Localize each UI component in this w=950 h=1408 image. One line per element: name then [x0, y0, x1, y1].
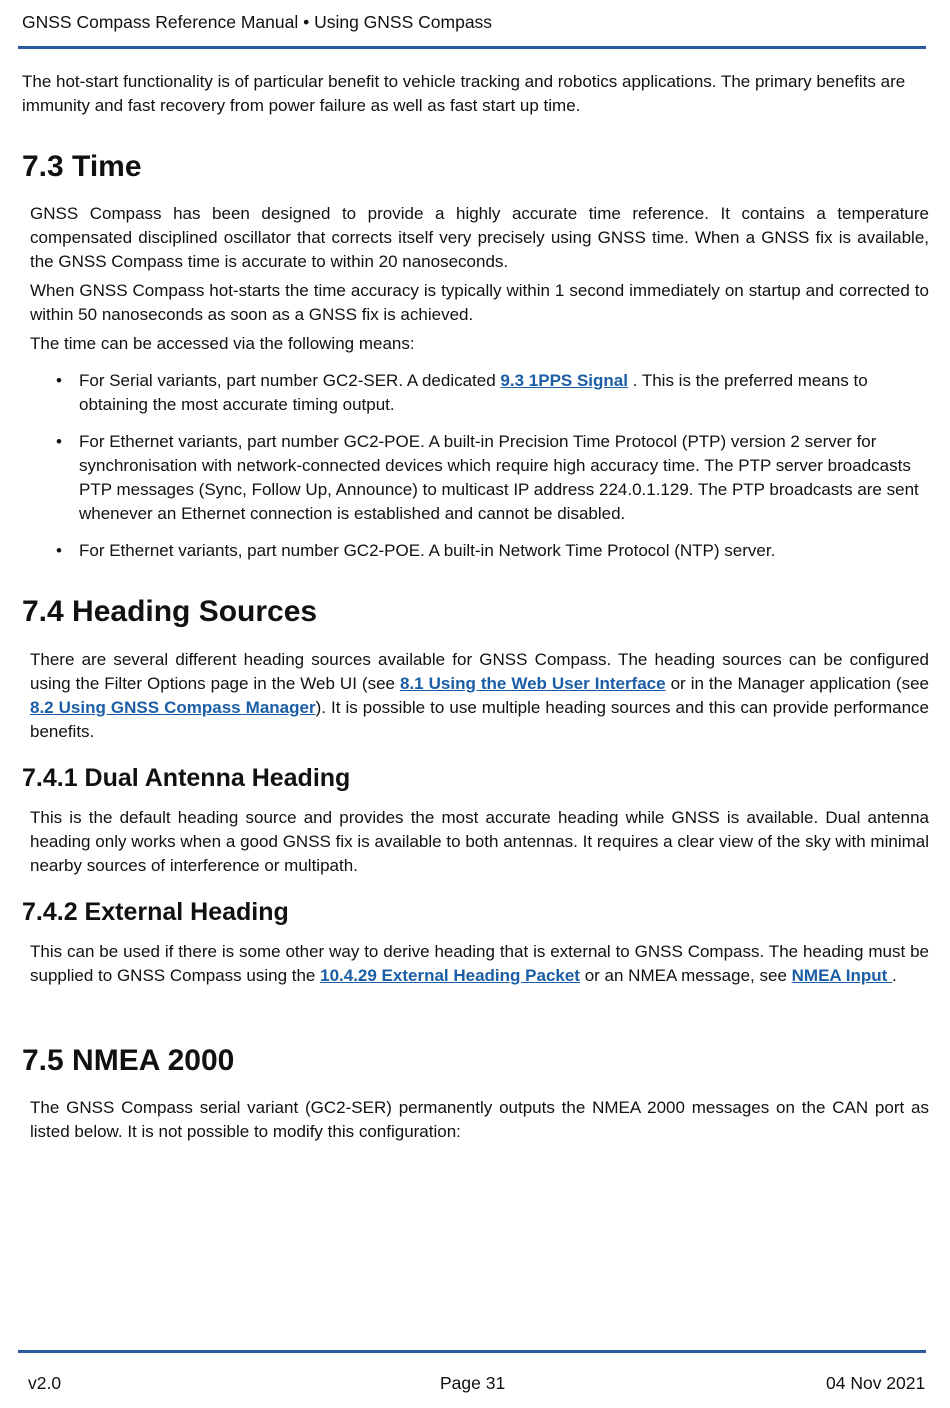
bullet-text: For Ethernet variants, part number GC2-POE. A built-in Precision Time Protocol (PTP) version 2 server for synchronisation with network-connected devices which require high accuracy time. The PTP server broadcasts PTP messages (Sync, Follow Up, Announce) to multicast IP address 224.0.1.129. The PTP broadcasts are sent whenever an Ethernet connection is established and cannot be disabled.	[79, 432, 919, 523]
footer-date: 04 Nov 2021	[826, 1373, 926, 1393]
footer-rule	[18, 1350, 926, 1353]
section-heading-heading-sources: 7.4 Heading Sources	[22, 595, 318, 628]
bullet-text: For Serial variants, part number GC2-SER. A dedicated 9.3 1PPS Signal . This is the preferred means to obtaining the most accurate timing output.	[79, 371, 868, 414]
link-nmea-input[interactable]: NMEA Input	[791, 966, 893, 985]
external-heading-paragraph: This can be used if there is some other way to derive heading that is external to GNSS Compass. The heading must be supplied to GNSS Compass using the 10.4.29 External Heading Packet or an NMEA message, see NMEA Input .	[30, 942, 929, 985]
header-rule	[18, 46, 926, 49]
section-heading-time: 7.3 Time	[22, 150, 142, 183]
dual-antenna-paragraph: This is the default heading source and provides the most accurate heading while GNSS is available. Dual antenna heading only works when a good GNSS fix is available to both antennas. It requires a clear view of the sky with minimal nearby sources of interference or multipath.	[30, 808, 929, 875]
bullet-icon: •	[56, 541, 62, 560]
link-1pps-signal[interactable]: 9.3 1PPS Signal	[500, 371, 628, 390]
time-paragraph-3: The time can be accessed via the following means:	[30, 334, 415, 353]
section-heading-nmea-2000: 7.5 NMEA 2000	[22, 1044, 235, 1077]
link-compass-manager[interactable]: 8.2 Using GNSS Compass Manager	[30, 698, 316, 717]
bullet-icon: •	[56, 371, 62, 390]
link-external-heading-packet[interactable]: 10.4.29 External Heading Packet	[320, 966, 580, 985]
intro-paragraph: The hot-start functionality is of particular benefit to vehicle tracking and robotics applications. The primary benefits are immunity and fast recovery from power failure as well as fast start up time.	[22, 72, 906, 115]
nmea-paragraph: The GNSS Compass serial variant (GC2-SER) permanently outputs the NMEA 2000 messages on the CAN port as listed below. It is not possible to modify this configuration:	[30, 1098, 929, 1141]
footer-version: v2.0	[28, 1373, 62, 1393]
footer-page-number: Page 31	[440, 1373, 506, 1393]
running-header: GNSS Compass Reference Manual • Using GNSS Compass	[22, 12, 493, 32]
link-web-user-interface[interactable]: 8.1 Using the Web User Interface	[400, 674, 666, 693]
time-paragraph-2: When GNSS Compass hot-starts the time accuracy is typically within 1 second immediately on startup and corrected to within 50 nanoseconds as soon as a GNSS fix is achieved.	[30, 281, 929, 324]
heading-sources-paragraph: There are several different heading sources available for GNSS Compass. The heading sources can be configured using the Filter Options page in the Web UI (see 8.1 Using the Web User Interface or in the Manager application (see 8.2 Using GNSS Compass Manager). It is possible to use multiple heading sources and this can provide performance benefits.	[30, 650, 929, 741]
bullet-text: For Ethernet variants, part number GC2-POE. A built-in Network Time Protocol (NTP) server.	[79, 541, 776, 560]
subsection-heading-dual-antenna: 7.4.1 Dual Antenna Heading	[22, 764, 351, 792]
time-paragraph-1: GNSS Compass has been designed to provide a highly accurate time reference. It contains a temperature compensated disciplined oscillator that corrects itself very precisely using GNSS time. When a GNSS fix is available, the GNSS Compass time is accurate to within 20 nanoseconds.	[30, 204, 929, 271]
bullet-icon: •	[56, 432, 62, 451]
subsection-heading-external: 7.4.2 External Heading	[22, 898, 289, 926]
